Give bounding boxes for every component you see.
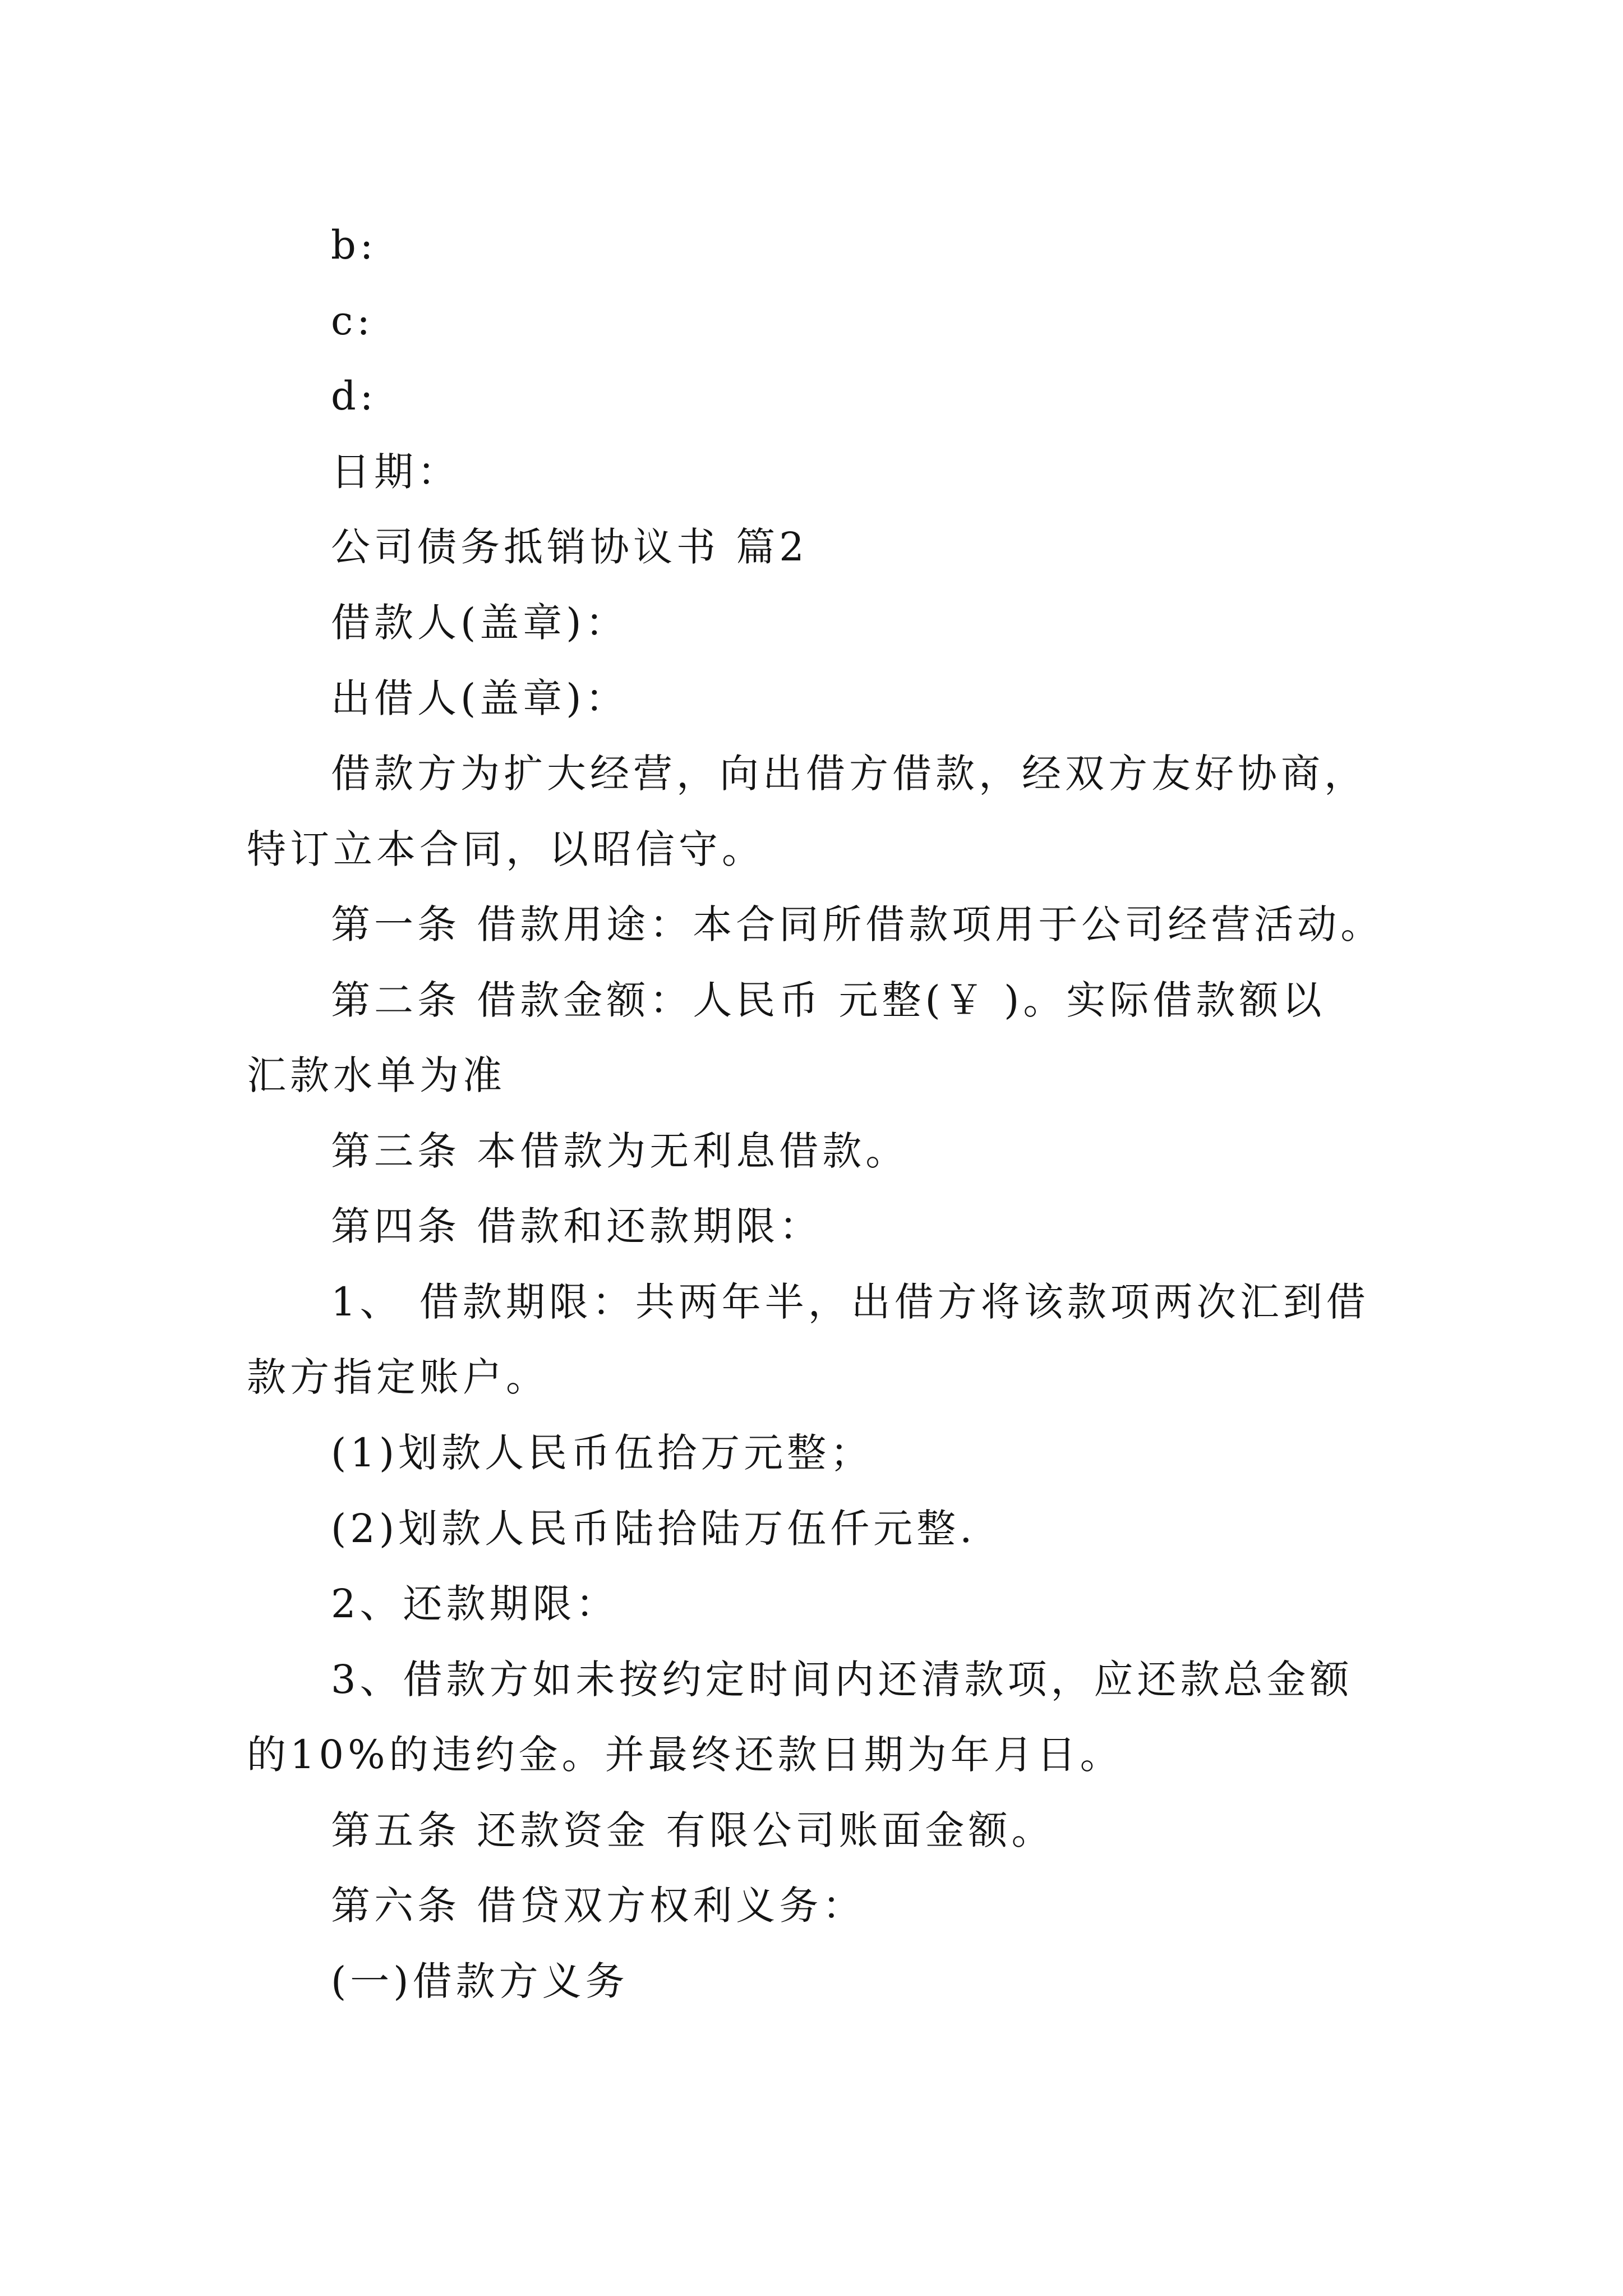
article-6: 第六条 借贷双方权利义务： (331, 1883, 866, 1929)
article-3: 第三条 本借款为无利息借款。 (331, 1128, 909, 1174)
article-1: 第一条 借款用途：本合同所借款项用于公司经营活动。 (331, 901, 1384, 947)
list-item-c: c: (331, 298, 374, 344)
sub-clause-1: (1)划款人民币伍拾万元整； (331, 1430, 874, 1476)
list-item-b: b: (331, 222, 377, 268)
list-item-d: d: (331, 373, 377, 419)
clause-3: 3、借款方如未按约定时间内还清款项，应还款总金额 (331, 1657, 1353, 1703)
lender-line: 出借人(盖章)： (331, 675, 629, 721)
clause-1-continued: 款方指定账户。 (247, 1354, 549, 1400)
section-title: 公司债务抵销协议书 篇2 (331, 524, 808, 570)
sub-section-heading: (一)借款方义务 (331, 1958, 629, 2004)
article-2-continued: 汇款水单为准 (247, 1052, 506, 1098)
borrower-line: 借款人(盖章)： (331, 600, 629, 646)
clause-3-continued: 的10%的违约金。并最终还款日期为年月日。 (247, 1732, 1123, 1778)
paragraph-line: 借款方为扩大经营，向出借方借款，经双方友好协商， (331, 751, 1367, 797)
article-5: 第五条 还款资金 有限公司账面金额。 (331, 1807, 1055, 1853)
article-4: 第四条 借款和还款期限： (331, 1203, 823, 1249)
date-line: 日期： (331, 449, 460, 495)
clause-1: 1、 借款期限：共两年半，出借方将该款项两次汇到借 (331, 1279, 1370, 1325)
article-2: 第二条 借款金额：人民币 元整(￥ )。实际借款额以 (331, 977, 1326, 1023)
sub-clause-2: (2)划款人民币陆拾陆万伍仟元整. (331, 1506, 976, 1552)
paragraph-line: 特订立本合同，以昭信守。 (247, 826, 765, 872)
clause-2: 2、还款期限： (331, 1581, 619, 1627)
